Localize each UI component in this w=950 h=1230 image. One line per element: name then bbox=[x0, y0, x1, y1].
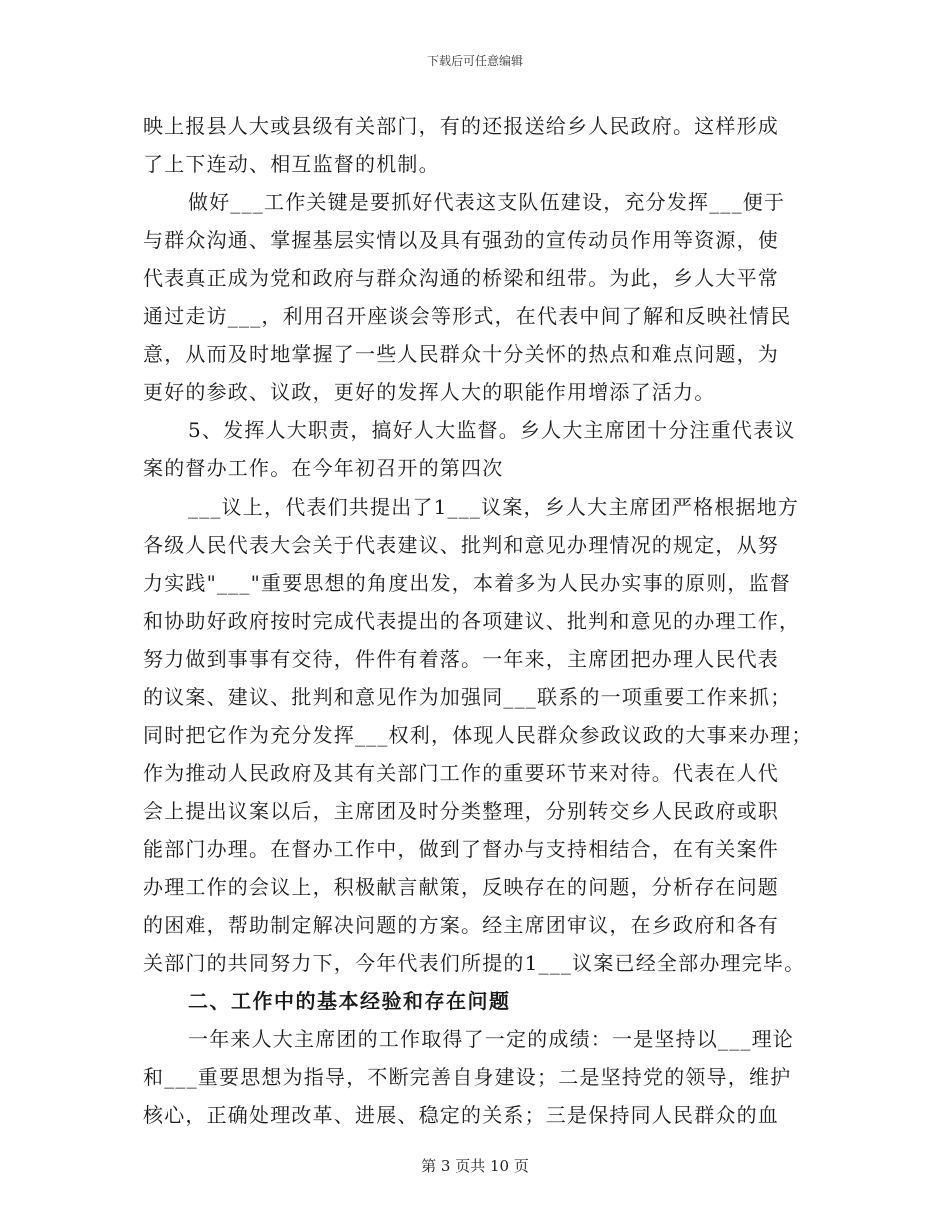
text-line: 同时把它作为充分发挥___权利，体现人民群众参政议政的大事来办理； bbox=[143, 723, 813, 747]
text-line: 关部门的共同努力下，今年代表们所提的1___议案已经全部办理完毕。 bbox=[143, 951, 806, 975]
text-line: 的议案、建议、批判和意见作为加强同___联系的一项重要工作来抓； bbox=[143, 685, 792, 709]
text-line: 了上下连动、相互监督的机制。 bbox=[143, 152, 440, 176]
text-line: 和协助好政府按时完成代表提出的各项建议、批判和意见的办理工作， bbox=[143, 609, 801, 633]
text-line: 核心，正确处理改革、进展、稳定的关系；三是保持同人民群众的血 bbox=[143, 1103, 779, 1127]
text-line: 案的督办工作。在今年初召开的第四次 bbox=[143, 456, 504, 480]
text-line: 会上提出议案以后，主席团及时分类整理，分别转交乡人民政府或职 bbox=[143, 799, 779, 823]
text-line: 通过走访___，利用召开座谈会等形式，在代表中间了解和反映社情民 bbox=[143, 304, 792, 328]
text-line: 能部门办理。在督办工作中，做到了督办与支持相结合，在有关案件 bbox=[143, 837, 779, 861]
text-line: 更好的参政、议政，更好的发挥人大的职能作用增添了活力。 bbox=[143, 380, 716, 404]
page-header: 下载后可任意编辑 bbox=[426, 54, 523, 68]
text-line: 力实践"___"重要思想的角度出发，本着多为人民办实事的原则，监督 bbox=[143, 571, 791, 595]
text-line: 映上报县人大或县级有关部门，有的还报送给乡人民政府。这样形成 bbox=[143, 114, 779, 138]
text-line: 努力做到事事有交待，件件有着落。一年来，主席团把办理人民代表 bbox=[143, 647, 779, 671]
text-line: 各级人民代表大会关于代表建议、批判和意见办理情况的规定，从努 bbox=[143, 533, 779, 557]
text-line: ___议上，代表们共提出了1___议案，乡人大主席团严格根据地方 bbox=[188, 495, 800, 519]
text-line: 的困难，帮助制定解决问题的方案。经主席团审议，在乡政府和各有 bbox=[143, 913, 779, 937]
text-line: 和___重要思想为指导，不断完善自身建设；二是坚持党的领导，维护 bbox=[143, 1065, 792, 1089]
text-line: 作为推动人民政府及其有关部门工作的重要环节来对待。代表在人代 bbox=[143, 761, 779, 785]
text-line: 一年来人大主席团的工作取得了一定的成绩：一是坚持以___理论 bbox=[188, 1027, 794, 1051]
text-line: 意，从而及时地掌握了一些人民群众十分关怀的热点和难点问题，为 bbox=[143, 342, 779, 366]
text-line: 与群众沟通、掌握基层实情以及具有强劲的宣传动员作用等资源，使 bbox=[143, 228, 779, 252]
text-line: 5、发挥人大职责，搞好人大监督。乡人大主席团十分注重代表议 bbox=[188, 418, 796, 442]
text-line: 代表真正成为党和政府与群众沟通的桥梁和纽带。为此，乡人大平常 bbox=[143, 266, 779, 290]
section-heading: 二、工作中的基本经验和存在问题 bbox=[188, 989, 511, 1013]
text-line: 办理工作的会议上，积极献言献策，反映存在的问题，分析存在问题 bbox=[143, 875, 779, 899]
page-footer: 第 3 页共 10 页 bbox=[421, 1157, 529, 1175]
text-line: 做好___工作关键是要抓好代表这支队伍建设，充分发挥___便于 bbox=[188, 190, 786, 214]
